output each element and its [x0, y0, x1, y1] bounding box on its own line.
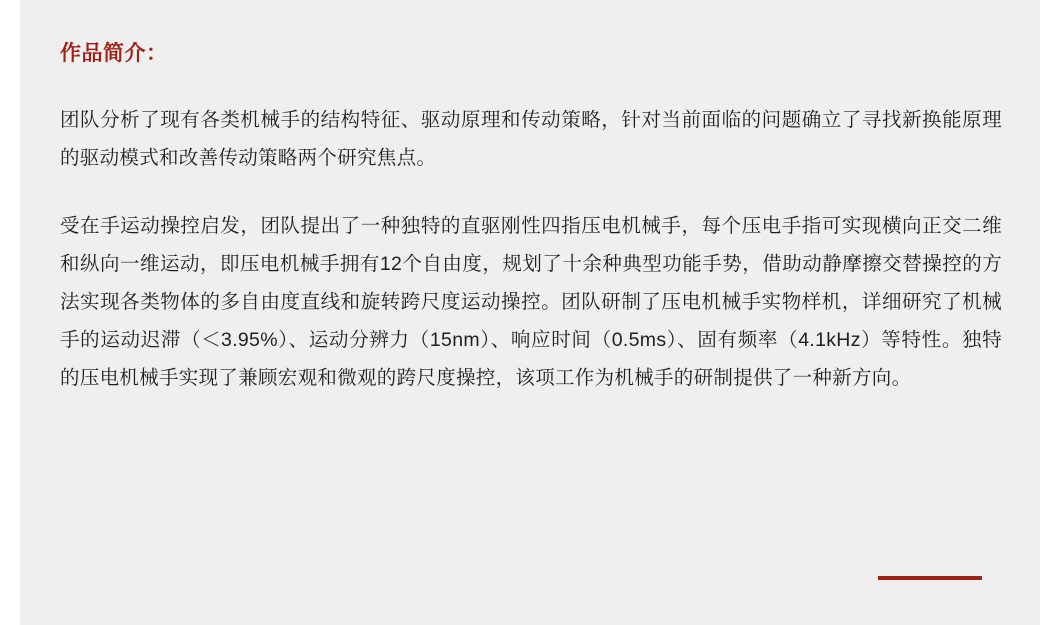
paragraph-1: 团队分析了现有各类机械手的结构特征、驱动原理和传动策略，针对当前面临的问题确立了寻找新换能原理的驱动模式和改善传动策略两个研究焦点。: [60, 109, 1002, 170]
content-card: [20, 0, 1040, 625]
accent-rule: [878, 576, 982, 580]
page-title: 作品简介：: [60, 42, 168, 65]
paragraph-2: 受在手运动操控启发，团队提出了一种独特的直驱刚性四指压电机械手，每个压电手指可实现横向正交二维和纵向一维运动，即压电机械手拥有12个自由度，规划了十余种典型功能手势，借助动静摩擦交替操控的方法实现各类物体的多自由度直线和旋转跨尺度运动操控。团队研制了压电机械手实物样机，详细研究了机械手的运动迟滞（＜3.95%）、运动分辨力（15nm）、响应时间（0.5ms）、固有频率（4.1kHz）等特性。独特的压电机械手实现了兼顾宏观和微观的跨尺度操控，该项工作为机械手的研制提供了一种新方向。: [60, 215, 1002, 390]
